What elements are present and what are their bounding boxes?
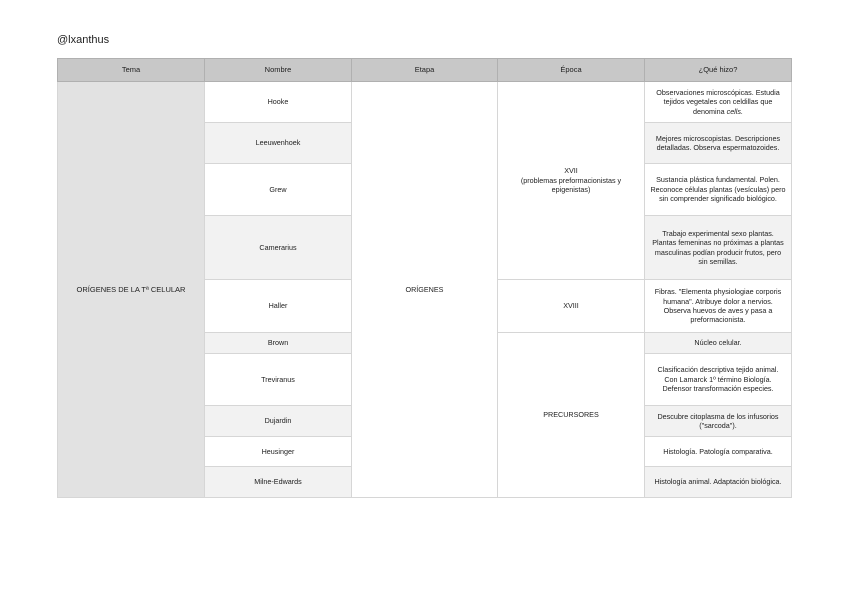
hizo-cell: Descubre citoplasma de los infusorios ("sarcoda"). [645,406,792,437]
etapa-cell: ORÍGENES [352,82,498,498]
header-nombre: Nombre [205,59,352,82]
header-que-hizo: ¿Qué hizo? [645,59,792,82]
table-header-row [58,59,792,82]
nombre-cell: Camerarius [205,216,352,280]
hizo-text: Observaciones microscópicas. Estudia tejidos vegetales con celdillas que denomina [656,87,780,116]
epoca-precursores-cell: PRECURSORES [498,333,645,498]
hizo-emphasis: cells. [726,106,743,116]
header-epoca: Época [498,59,645,82]
hizo-cell [645,82,792,123]
hizo-cell: Trabajo experimental sexo plantas. Plantas femeninas no próximas a plantas masculinas podían producir frutos, pero sin semillas. [645,216,792,280]
nombre-cell: Haller [205,280,352,333]
cell-theory-table [57,58,792,498]
epoca-xvii-label: XVII [564,166,578,176]
header-tema: Tema [58,59,205,82]
author-handle: @lxanthus [57,34,110,46]
nombre-cell: Leeuwenhoek [205,123,352,164]
tema-cell: ORÍGENES DE LA Tª CELULAR [58,82,205,498]
nombre-cell: Heusinger [205,437,352,467]
nombre-cell: Milne-Edwards [205,467,352,498]
table-row [58,82,792,123]
nombre-cell: Grew [205,164,352,216]
hizo-cell: Histología. Patología comparativa. [645,437,792,467]
hizo-cell: Clasificación descriptiva tejido animal. Con Lamarck 1º término Biología. Defensor transformación especies. [645,354,792,406]
hizo-cell: Mejores microscopistas. Descripciones detalladas. Observa espermatozoides. [645,123,792,164]
hizo-cell: Núcleo celular. [645,333,792,354]
header-etapa: Etapa [352,59,498,82]
hizo-cell: Sustancia plástica fundamental. Polen. Reconoce células plantas (vesículas) pero sin comprender significado biológico. [645,164,792,216]
epoca-xviii-cell: XVIII [498,280,645,333]
nombre-cell: Hooke [205,82,352,123]
epoca-xvii-note: (problemas preformacionistas y epigenistas) [520,175,622,195]
hizo-cell: Histología animal. Adaptación biológica. [645,467,792,498]
epoca-xvii-cell [498,82,645,280]
nombre-cell: Brown [205,333,352,354]
nombre-cell: Treviranus [205,354,352,406]
hizo-cell: Fibras. "Elementa physiologiae corporis humana". Atribuye dolor a nervios. Observa huevos de aves y pasa a preformacionista. [645,280,792,333]
nombre-cell: Dujardin [205,406,352,437]
